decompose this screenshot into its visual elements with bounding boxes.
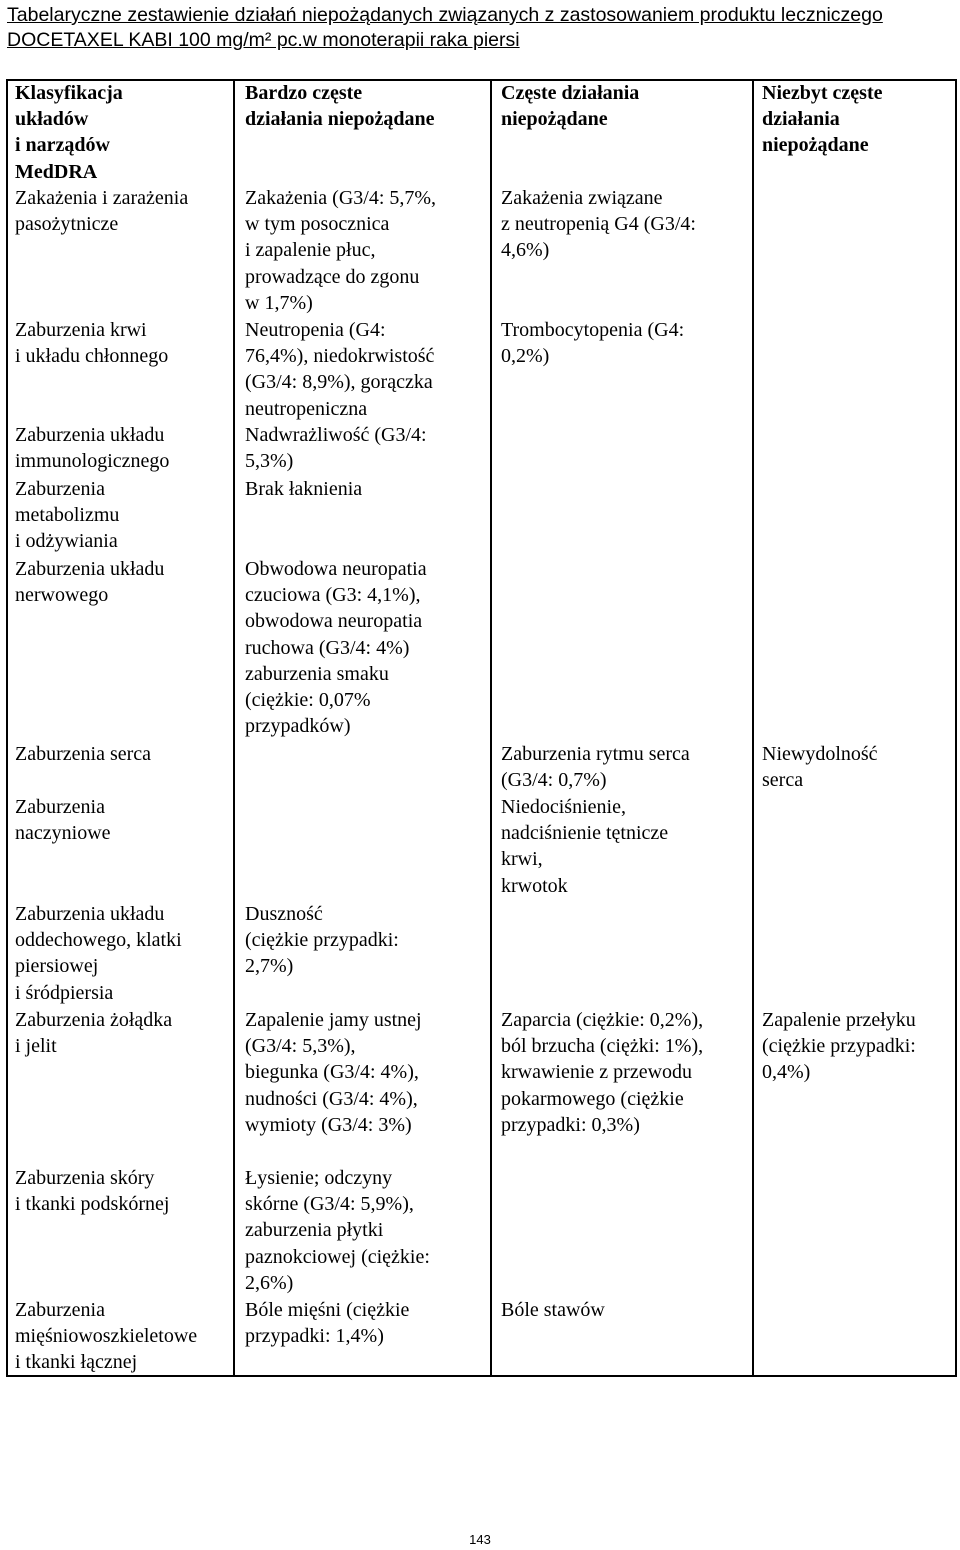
row-immune-class: Zaburzenia układu immunologicznego bbox=[15, 424, 170, 473]
row-musculoskeletal-common: Bóle stawów bbox=[501, 1299, 605, 1321]
table-border-right bbox=[955, 79, 957, 1376]
row-infections-common: Zakażenia związane z neutropenią G4 (G3/4: 4,6%) bbox=[501, 187, 696, 262]
column-divider-2 bbox=[490, 79, 492, 1376]
row-vascular-class: Zaburzenia naczyniowe bbox=[15, 796, 111, 845]
header-common: Częste działania niepożądane bbox=[501, 82, 640, 131]
table-border-left bbox=[6, 79, 8, 1376]
header-classification: Klasyfikacja układów i narządów MedDRA bbox=[15, 82, 123, 183]
row-musculoskeletal-class: Zaburzenia mięśniowoszkieletowe i tkanki łącznej bbox=[15, 1299, 198, 1374]
row-musculoskeletal-very-common: Bóle mięśni (ciężkie przypadki: 1,4%) bbox=[245, 1299, 410, 1348]
row-infections-class: Zakażenia i zarażenia pasożytnicze bbox=[15, 187, 189, 236]
row-nervous-class: Zaburzenia układu nerwowego bbox=[15, 558, 165, 607]
page-number: 143 bbox=[469, 1532, 491, 1547]
row-blood-very-common: Neutropenia (G4: 76,4%), niedokrwistość (G3/4: 8,9%), gorączka neutropeniczna bbox=[245, 319, 435, 420]
row-cardiac-uncommon: Niewydolność serca bbox=[762, 743, 878, 792]
row-metabolism-class: Zaburzenia metabolizmu i odżywiania bbox=[15, 478, 120, 553]
column-divider-1 bbox=[233, 79, 235, 1376]
row-gastro-class: Zaburzenia żołądka i jelit bbox=[15, 1009, 173, 1058]
row-gastro-very-common: Zapalenie jamy ustnej (G3/4: 5,3%), biegunka (G3/4: 4%), nudności (G3/4: 4%), wymioty (G3/4: 3%) bbox=[245, 1009, 422, 1136]
row-vascular-common: Niedociśnienie, nadciśnienie tętnicze krwi, krwotok bbox=[501, 796, 669, 897]
row-cardiac-class: Zaburzenia serca bbox=[15, 743, 152, 765]
row-cardiac-common: Zaburzenia rytmu serca (G3/4: 0,7%) bbox=[501, 743, 690, 792]
title-line-1: Tabelaryczne zestawienie działań niepożądanych związanych z zastosowaniem produktu leczniczego bbox=[7, 4, 883, 26]
row-respiratory-class: Zaburzenia układu oddechowego, klatki piersiowej i śródpiersia bbox=[15, 903, 182, 1004]
row-infections-very-common: Zakażenia (G3/4: 5,7%, w tym posocznica i zapalenie płuc, prowadzące do zgonu w 1,7%) bbox=[245, 187, 437, 314]
row-immune-very-common: Nadwrażliwość (G3/4: 5,3%) bbox=[245, 424, 427, 473]
column-divider-3 bbox=[752, 79, 754, 1376]
row-gastro-common: Zaparcia (ciężkie: 0,2%), ból brzucha (ciężki: 1%), krwawienie z przewodu pokarmowego (ciężkie przypadki: 0,3%) bbox=[501, 1009, 704, 1136]
adverse-reactions-table bbox=[6, 79, 956, 1376]
row-gastro-uncommon: Zapalenie przełyku (ciężkie przypadki: 0,4%) bbox=[762, 1009, 916, 1084]
row-nervous-very-common: Obwodowa neuropatia czuciowa (G3: 4,1%), obwodowa neuropatia ruchowa (G3/4: 4%) zaburzenia smaku (ciężkie: 0,07% przypadków) bbox=[245, 558, 427, 738]
header-uncommon: Niezbyt częste działania niepożądane bbox=[762, 82, 883, 157]
row-metabolism-very-common: Brak łaknienia bbox=[245, 478, 363, 500]
row-blood-common: Trombocytopenia (G4: 0,2%) bbox=[501, 319, 685, 368]
row-respiratory-very-common: Duszność (ciężkie przypadki: 2,7%) bbox=[245, 903, 399, 978]
title-line-2: DOCETAXEL KABI 100 mg/m² pc.w monoterapii raka piersi bbox=[7, 29, 520, 51]
header-very-common: Bardzo częste działania niepożądane bbox=[245, 82, 435, 131]
row-skin-class: Zaburzenia skóry i tkanki podskórnej bbox=[15, 1167, 170, 1216]
row-blood-class: Zaburzenia krwi i układu chłonnego bbox=[15, 319, 169, 368]
document-title bbox=[7, 3, 953, 53]
row-skin-very-common: Łysienie; odczyny skórne (G3/4: 5,9%), zaburzenia płytki paznokciowej (ciężkie: 2,6%) bbox=[245, 1167, 430, 1294]
